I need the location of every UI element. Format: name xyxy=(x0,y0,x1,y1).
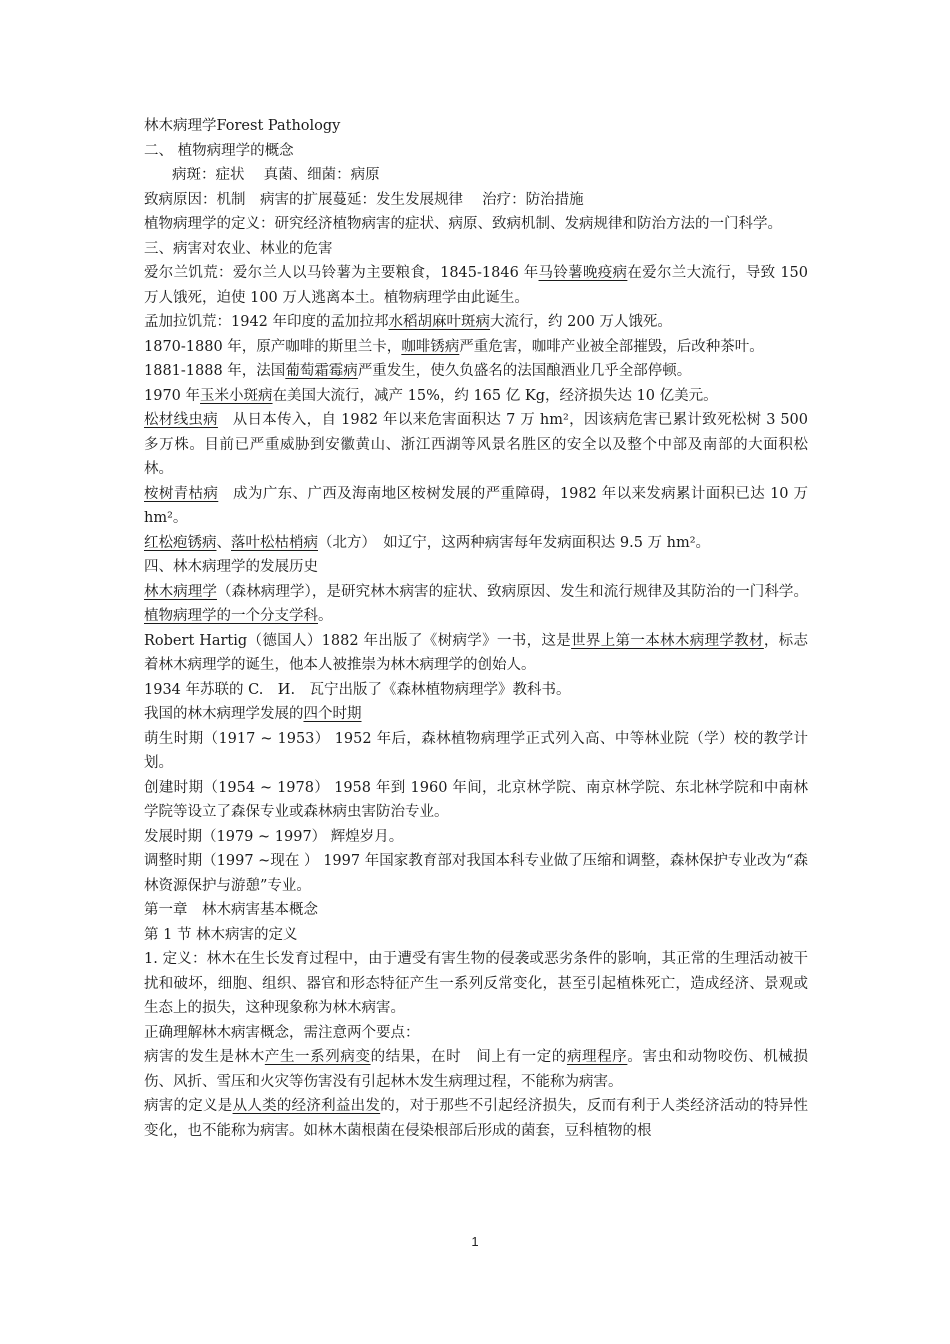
paragraph-period-4: 调整时期（1997 ~现在 ） 1997 年国家教育部对我国本科专业做了压缩和调整，森林保护专业改为“森林资源保护与游憩”专业。 xyxy=(144,853,808,894)
paragraph-period-1: 萌生时期（1917 ~ 1953） 1952 年后，森林植物病理学正式列入高、中等林业院（学）校的教学计划。 xyxy=(144,730,808,771)
underlined-term: 桉树青枯病 xyxy=(144,485,219,502)
paragraph-point-1: 病害的发生是林木产生一系列病变的结果，在时 间上有一定的病理程序。害虫和动物咬伤、机械损伤、风折、雪压和火灾等伤害没有引起林木发生病理过程，不能称为病害。 xyxy=(144,1049,809,1090)
underlined-term: 咖啡锈病 xyxy=(401,338,460,355)
paragraph-cause: 致病原因：机制 病害的扩展蔓延：发生发展规律 治疗：防治措施 xyxy=(144,191,584,208)
paragraph-china-periods: 我国的林木病理学发展的四个时期 xyxy=(144,706,362,722)
paragraph-definition: 植物病理学的定义：研究经济植物病害的症状、病原、致病机制、发病规律和防治方法的一门科学。 xyxy=(144,216,782,232)
paragraph-symptom: 病斑：症状 真菌、细菌：病原 xyxy=(172,167,380,183)
underlined-term: 落叶松枯梢病 xyxy=(231,534,318,551)
underlined-term: 林木病理学 xyxy=(144,583,217,600)
underlined-term: 世界上第一本林木病理学教材 xyxy=(571,632,764,649)
chapter-heading: 第一章 林木病害基本概念 xyxy=(144,902,318,918)
paragraph-soviet: 1934 年苏联的 C. И. 瓦宁出版了《森林植物病理学》教科书。 xyxy=(144,681,571,698)
underlined-term: 水稻胡麻叶斑病 xyxy=(388,314,491,330)
section-heading-4: 四、林木病理学的发展历史 xyxy=(144,559,318,575)
paragraph-eucalyptus: 桉树青枯病 成为广东、广西及海南地区桉树发展的严重障碍，1982 年以来发病累计面积已达 10 万 hm²。 xyxy=(144,485,808,526)
underlined-term: 产生一系列病变 xyxy=(264,1049,371,1065)
page-number: 1 xyxy=(471,1234,479,1249)
paragraph-def-1: 1. 定义：林木在生长发育过程中，由于遭受有害生物的侵袭或恶劣条件的影响，其正常的生理活动被干扰和破坏，细胞、组织、器官和形态特征产生一系列反常变化，甚至引起植株死亡，造成经济、景观或生态上的损失，这种现象称为林木病害。 xyxy=(144,951,808,1016)
paragraph-pine-nematode: 松材线虫病 从日本传入，自 1982 年以来危害面积达 7 万 hm²，因该病危害已累计致死松树 3 500 多万株。目前已严重威胁到安徽黄山、浙江西湖等风景名胜区的安全以及整个中部及南部的大面积松林。 xyxy=(144,412,808,477)
paragraph-pine-rust: 红松疱锈病、落叶松枯梢病（北方） 如辽宁，这两种病害每年发病面积达 9.5 万 hm²。 xyxy=(144,534,711,551)
underlined-term: 葡萄霜霉病 xyxy=(285,363,358,379)
underlined-term: 红松疱锈病 xyxy=(144,534,217,551)
paragraph-coffee: 1870-1880 年，原产咖啡的斯里兰卡，咖啡锈病严重危害，咖啡产业被全部摧毁，后改种茶叶。 xyxy=(144,338,764,355)
document-body xyxy=(144,114,808,1143)
paragraph-hartig: Robert Hartig（德国人）1882 年出版了《树病学》一书，这是世界上第一本林木病理学教材，标志着林木病理学的诞生，他本人被推崇为林木病理学的创始人。 xyxy=(144,632,808,673)
underlined-term: 松材线虫病 xyxy=(144,412,218,428)
paragraph-point-2: 病害的定义是从人类的经济利益出发的，对于那些不引起经济损失，反而有利于人类经济活动的特异性变化，也不能称为病害。如林木菌根菌在侵染根部后形成的菌套，豆科植物的根 xyxy=(144,1098,809,1139)
document-title: 林木病理学Forest Pathology xyxy=(144,118,341,134)
section-heading: 第 1 节 林木病害的定义 xyxy=(144,926,298,943)
paragraph-period-2: 创建时期（1954 ~ 1978） 1958 年到 1960 年间，北京林学院、南京林学院、东北林学院和中南林学院等设立了森保专业或森林病虫害防治专业。 xyxy=(144,779,808,820)
underlined-term: 从人类的经济利益出发 xyxy=(232,1098,381,1114)
paragraph-period-3: 发展时期（1979 ~ 1997） 辉煌岁月。 xyxy=(144,828,404,845)
underlined-term: 病理程序 xyxy=(566,1049,628,1065)
section-heading-3: 三、病害对农业、林业的危害 xyxy=(144,240,333,257)
underlined-term: 植物病理学的一个分支学科 xyxy=(144,608,318,624)
paragraph-forest-pathology: 林木病理学（森林病理学），是研究林木病害的症状、致病原因、发生和流行规律及其防治的一门科学。植物病理学的一个分支学科。 xyxy=(144,583,809,624)
underlined-term: 玉米小斑病 xyxy=(200,387,273,404)
paragraph-bengal: 孟加拉饥荒：1942 年印度的孟加拉邦水稻胡麻叶斑病大流行，约 200 万人饿死。 xyxy=(144,314,672,330)
paragraph-points: 正确理解林木病害概念，需注意两个要点： xyxy=(144,1024,420,1041)
underlined-term: 四个时期 xyxy=(303,706,362,722)
paragraph-grape: 1881-1888 年，法国葡萄霜霉病严重发生，使久负盛名的法国酿酒业几乎全部停顿。 xyxy=(144,363,692,379)
paragraph-ireland: 爱尔兰饥荒：爱尔兰人以马铃薯为主要粮食，1845-1846 年马铃薯晚疫病在爱尔兰大流行，导致 150 万人饿死，迫使 100 万人逃离本土。植物病理学由此诞生。 xyxy=(144,265,809,306)
paragraph-corn: 1970 年玉米小斑病在美国大流行，减产 15%，约 165 亿 Kg，经济损失达 10 亿美元。 xyxy=(144,387,718,404)
section-heading-2: 二、 植物病理学的概念 xyxy=(144,142,294,159)
underlined-term: 马铃薯晚疫病 xyxy=(538,265,628,281)
